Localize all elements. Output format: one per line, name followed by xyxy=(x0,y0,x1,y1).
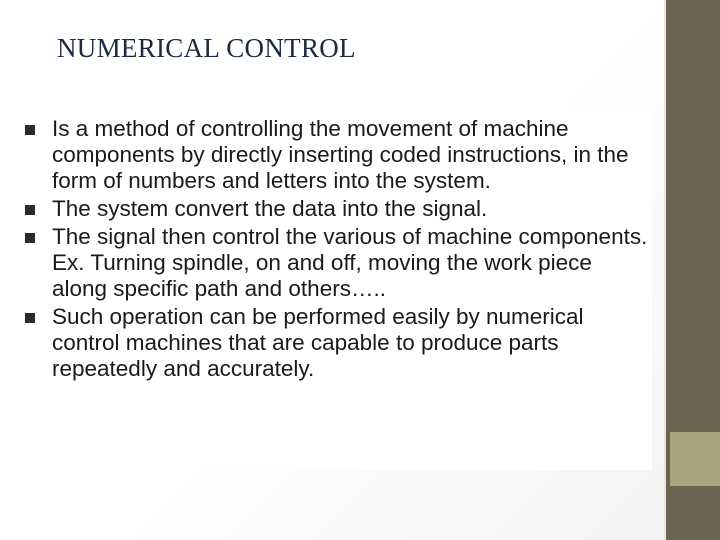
square-bullet-icon xyxy=(25,205,35,215)
square-bullet-icon xyxy=(25,125,35,135)
square-bullet-icon xyxy=(25,233,35,243)
side-bar-accent xyxy=(670,432,720,486)
slide-title: NUMERICAL CONTROL xyxy=(57,33,356,63)
bullet-list xyxy=(18,116,652,384)
bullet-text: The signal then control the various of machine components. Ex. Turning spindle, on and off, moving the work piece along specific path and others….. xyxy=(52,224,648,301)
bullet-item xyxy=(18,196,652,222)
content-box xyxy=(18,110,652,470)
bullet-item xyxy=(18,116,652,194)
square-bullet-icon xyxy=(25,313,35,323)
bullet-item xyxy=(18,304,652,382)
bullet-text: Is a method of controlling the movement of machine components by directly inserting coded instructions, in the form of numbers and letters into the system. xyxy=(52,116,629,193)
bullet-text: Such operation can be performed easily by numerical control machines that are capable to produce parts repeatedly and accurately. xyxy=(52,304,584,381)
bullet-item xyxy=(18,224,652,302)
bullet-text: The system convert the data into the signal. xyxy=(52,196,488,221)
